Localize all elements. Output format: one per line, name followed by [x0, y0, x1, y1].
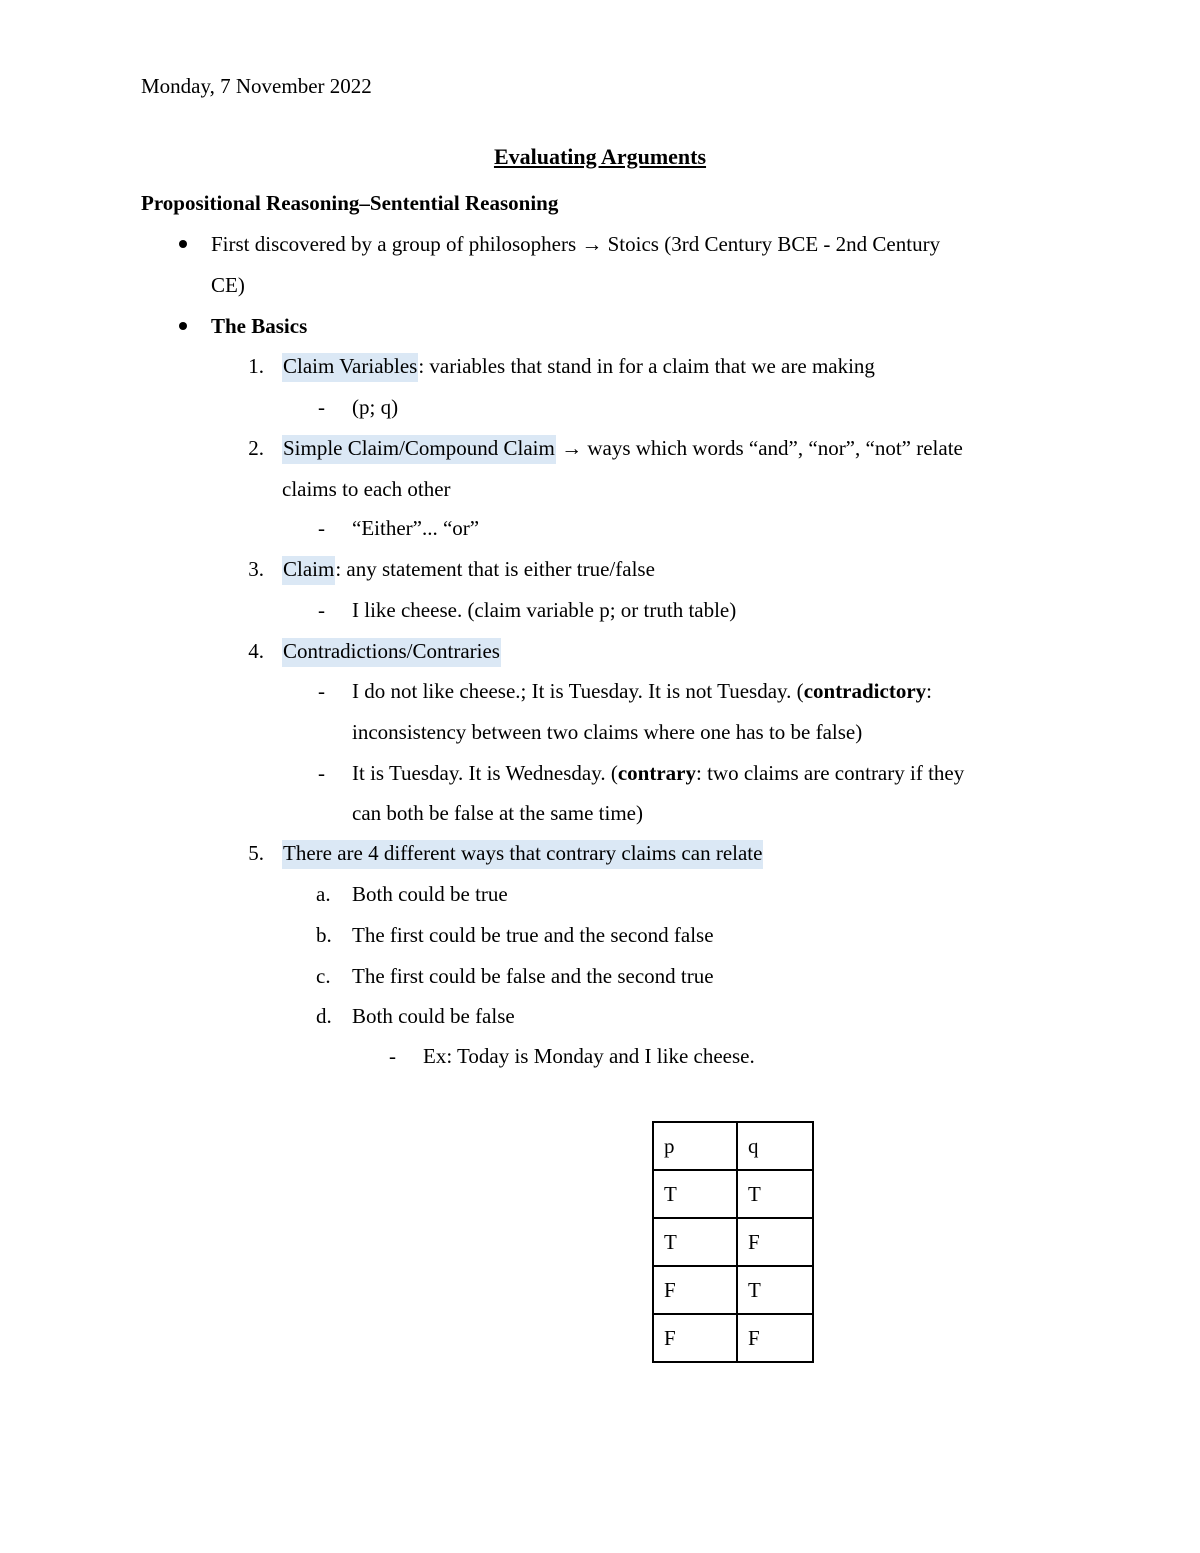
- item-text: → ways which words “and”, “nor”, “not” relate: [555, 436, 963, 460]
- letter-marker: b.: [316, 923, 332, 947]
- table-cell: F: [653, 1266, 737, 1314]
- truth-table: [652, 1121, 814, 1363]
- sub-item-text: [352, 763, 964, 784]
- highlighted-term: Contradictions/Contraries: [282, 638, 501, 667]
- bullet-dot-icon: [179, 240, 187, 248]
- sub-marker: -: [389, 1044, 396, 1068]
- list-number: 3.: [248, 557, 264, 581]
- sub-marker: -: [318, 761, 325, 785]
- bullet-text-line: First discovered by a group of philosophers → Stoics (3rd Century BCE - 2nd Century: [211, 232, 941, 256]
- list-item: [282, 438, 963, 459]
- letter-marker: a.: [316, 882, 331, 906]
- highlighted-term: Claim: [282, 556, 335, 585]
- document-title: Evaluating Arguments: [493, 144, 707, 169]
- letter-item-text: Both could be true: [352, 882, 508, 906]
- bullet-text-line: CE): [211, 273, 245, 297]
- table-cell: T: [737, 1170, 813, 1218]
- sub-item-text-part: It is Tuesday. It is Wednesday. (: [352, 761, 618, 785]
- bullet-dot-icon: [179, 322, 187, 330]
- table-row: [653, 1170, 813, 1218]
- bullet-label: The Basics: [211, 314, 308, 338]
- sub-item-text: (p; q): [352, 395, 399, 419]
- list-number: 1.: [248, 354, 264, 378]
- letter-item-text: The first could be true and the second false: [352, 923, 714, 947]
- sub-item-text: [352, 681, 932, 702]
- list-item: [282, 356, 875, 377]
- table-cell: T: [653, 1218, 737, 1266]
- example-text: Ex: Today is Monday and I like cheese.: [423, 1044, 755, 1068]
- sub-item-text-part: : two claims are contrary if they: [696, 761, 965, 785]
- table-cell: T: [653, 1170, 737, 1218]
- sub-marker: -: [318, 598, 325, 622]
- table-row: [653, 1314, 813, 1362]
- sub-item-text: “Either”... “or”: [352, 516, 480, 540]
- list-item: [282, 559, 655, 580]
- list-item: [282, 843, 763, 864]
- table-cell: F: [737, 1314, 813, 1362]
- sub-marker: -: [318, 395, 325, 419]
- table-cell: T: [737, 1266, 813, 1314]
- sub-item-text-part: I do not like cheese.; It is Tuesday. It is not Tuesday. (: [352, 679, 804, 703]
- table-cell: F: [737, 1218, 813, 1266]
- list-number: 5.: [248, 841, 264, 865]
- table-header-cell: p: [653, 1122, 737, 1170]
- letter-marker: d.: [316, 1004, 332, 1028]
- letter-item-text: The first could be false and the second true: [352, 964, 714, 988]
- highlighted-term: There are 4 different ways that contrary claims can relate: [282, 840, 763, 869]
- highlighted-term: Simple Claim/Compound Claim: [282, 435, 556, 464]
- sub-item-text: I like cheese. (claim variable p; or truth table): [352, 598, 737, 622]
- document-date: Monday, 7 November 2022: [141, 74, 372, 98]
- table-cell: F: [653, 1314, 737, 1362]
- letter-marker: c.: [316, 964, 331, 988]
- sub-item-text-part: :: [926, 679, 932, 703]
- table-row: [653, 1266, 813, 1314]
- sub-marker: -: [318, 516, 325, 540]
- bold-term: contradictory: [803, 679, 927, 703]
- table-header-row: [653, 1122, 813, 1170]
- table-header-cell: q: [737, 1122, 813, 1170]
- item-text: : variables that stand in for a claim that we are making: [418, 354, 875, 378]
- item-text: : any statement that is either true/false: [335, 557, 655, 581]
- list-number: 4.: [248, 639, 264, 663]
- sub-item-continuation: can both be false at the same time): [352, 801, 643, 825]
- item-text-continuation: claims to each other: [282, 477, 451, 501]
- list-number: 2.: [248, 436, 264, 460]
- highlighted-term: Claim Variables: [282, 353, 418, 382]
- bold-term: contrary: [617, 761, 696, 785]
- sub-item-continuation: inconsistency between two claims where one has to be false): [352, 720, 863, 744]
- section-heading: Propositional Reasoning–Sentential Reasoning: [141, 191, 559, 215]
- table-row: [653, 1218, 813, 1266]
- letter-item-text: Both could be false: [352, 1004, 515, 1028]
- list-item: [282, 641, 501, 662]
- sub-marker: -: [318, 679, 325, 703]
